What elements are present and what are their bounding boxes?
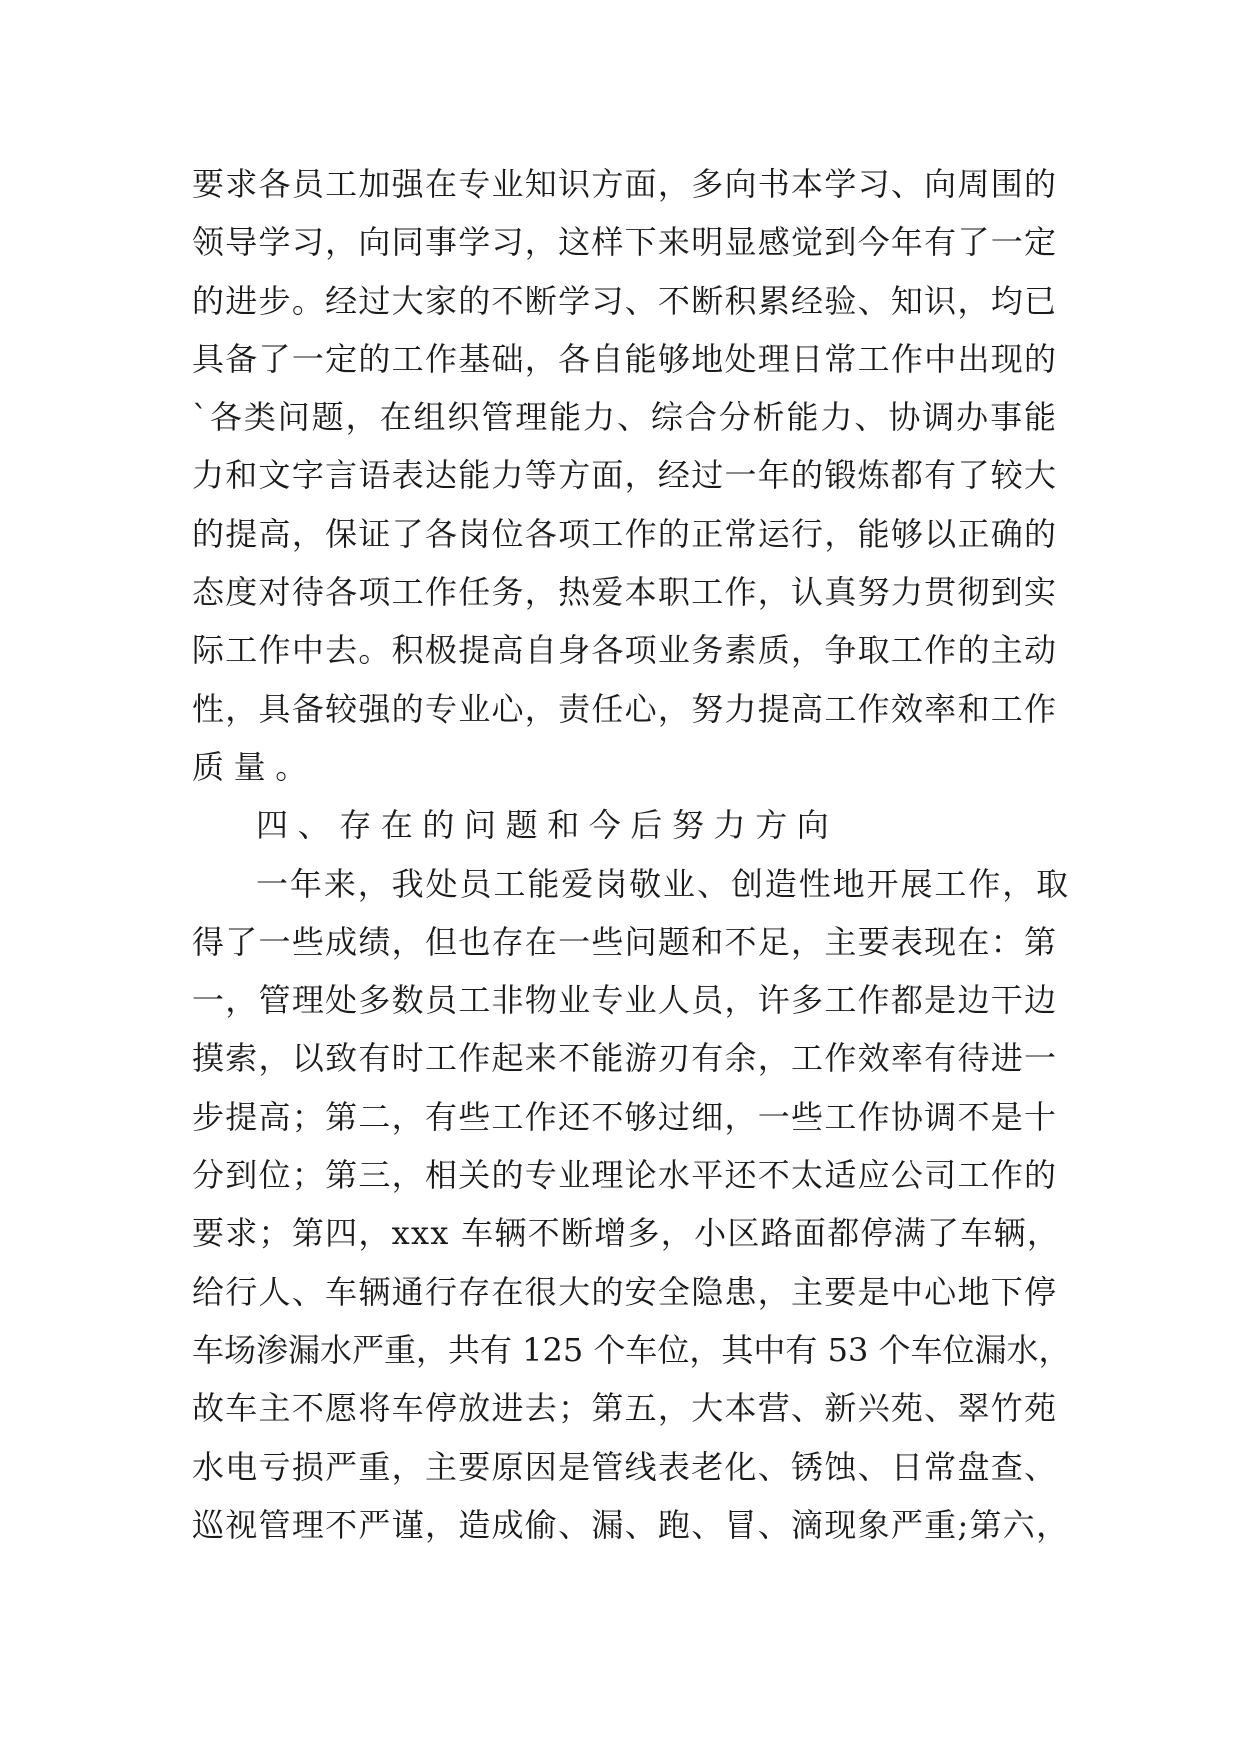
paragraph-line: 分到位；第三，相关的专业理论水平还不太适应公司工作的 <box>192 1156 1058 1195</box>
body-text <box>192 155 1072 1554</box>
paragraph-line: 质量。 <box>192 747 317 786</box>
paragraph-line: 巡视管理不严谨，造成偷、漏、跑、冒、滴现象严重;第六， <box>192 1505 1070 1544</box>
paragraph-line: 车场渗漏水严重，共有 125 个车位，其中有 53 个车位漏水， <box>192 1330 1071 1369</box>
paragraph-line: 具备了一定的工作基础，各自能够地处理日常工作中出现的 <box>192 339 1058 378</box>
paragraph-line: 给行人、车辆通行存在很大的安全隐患，主要是中心地下停 <box>192 1272 1058 1311</box>
paragraph-line: 性，具备较强的专业心，责任心，努力提高工作效率和工作 <box>192 689 1058 728</box>
paragraph-line: 步提高；第二，有些工作还不够过细，一些工作协调不是十 <box>192 1097 1058 1136</box>
paragraph-line: 得了一些成绩，但也存在一些问题和不足，主要表现在：第 <box>192 922 1058 961</box>
paragraph-line: 的进步。经过大家的不断学习、不断积累经验、知识，均已 <box>192 281 1058 320</box>
paragraph-line: 际工作中去。积极提高自身各项业务素质，争取工作的主动 <box>192 631 1058 670</box>
paragraph-line: 摸索，以致有时工作起来不能游刃有余，工作效率有待进一 <box>192 1039 1058 1078</box>
paragraph-line: `各类问题，在组织管理能力、综合分析能力、协调办事能 <box>192 398 1058 437</box>
paragraph-line: 故车主不愿将车停放进去；第五，大本营、新兴苑、翠竹苑 <box>192 1389 1058 1428</box>
paragraph-line: 要求各员工加强在专业知识方面，多向书本学习、向周围的 <box>192 165 1058 203</box>
paragraph-line: 要求；第四，xxx 车辆不断增多，小区路面都停满了车辆， <box>192 1214 1061 1253</box>
section-heading: 四、存在的问题和今后努力方向 <box>256 806 839 845</box>
paragraph-line: 领导学习，向同事学习，这样下来明显感觉到今年有了一定 <box>192 223 1058 262</box>
paragraph-line: 水电亏损严重，主要原因是管线表老化、锈蚀、日常盘查、 <box>192 1447 1058 1486</box>
paragraph-line: 态度对待各项工作任务，热爱本职工作，认真努力贯彻到实 <box>192 573 1058 612</box>
paragraph-line: 一，管理处多数员工非物业专业人员，许多工作都是边干边 <box>192 981 1058 1020</box>
paragraph-line: 的提高，保证了各岗位各项工作的正常运行，能够以正确的 <box>192 514 1058 553</box>
paragraph-line: 力和文字言语表达能力等方面，经过一年的锻炼都有了较大 <box>192 456 1058 495</box>
paragraph-line: 一年来，我处员工能爱岗敬业、创造性地开展工作，取 <box>256 864 1071 903</box>
